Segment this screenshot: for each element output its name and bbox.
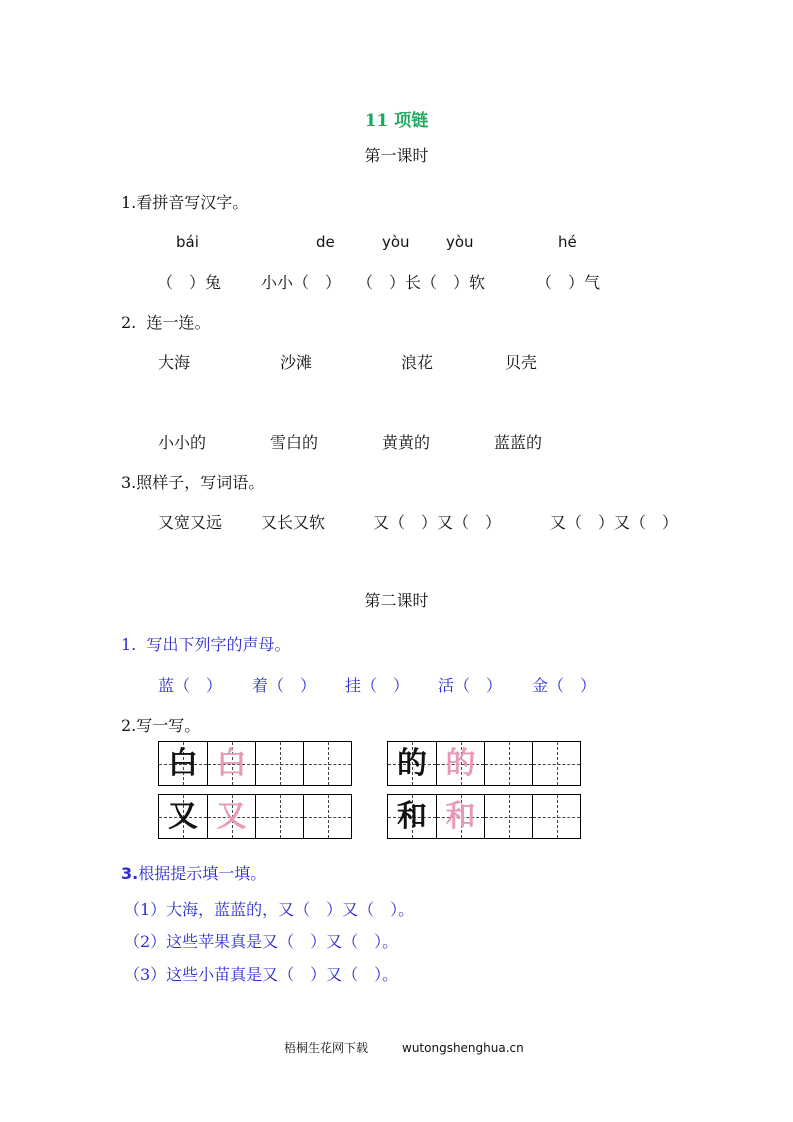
- page-title: 11 项链: [364, 111, 429, 131]
- example-word-1: 又宽又远: [158, 513, 223, 532]
- fill-sentence-3: （3）这些小苗真是又（ ）又（ ）。: [124, 965, 399, 984]
- match-bottom-2: 雪白的: [270, 433, 319, 452]
- footer-url[interactable]: wutongshenghua.cn: [402, 1041, 524, 1055]
- l2-q3-prompt-line: [121, 866, 266, 882]
- model-char: 又: [168, 798, 198, 834]
- match-bottom-4: 蓝蓝的: [494, 433, 543, 452]
- model-char: 和: [397, 798, 427, 834]
- writing-grid-bai: [158, 741, 352, 786]
- q1-prompt: 1.看拼音写汉字。: [121, 193, 249, 212]
- pinyin-4: yòu: [446, 233, 474, 251]
- match-top-2: 沙滩: [280, 353, 313, 372]
- match-top-3: 浪花: [401, 353, 434, 372]
- initial-item-1: 蓝（ ）: [158, 676, 223, 695]
- match-bottom-3: 黄黄的: [382, 433, 431, 452]
- q3-prompt: 3.照样子，写词语。: [121, 473, 265, 492]
- trace-char: 和: [445, 798, 476, 834]
- initial-item-4: 活（ ）: [438, 676, 503, 695]
- grid-cell[interactable]: [303, 795, 351, 838]
- grid-cell[interactable]: [532, 742, 580, 785]
- match-top-4: 贝壳: [505, 353, 538, 372]
- pinyin-1: bái: [176, 233, 199, 251]
- lesson-1-heading: 第一课时: [364, 146, 429, 165]
- fill-word-2: 又（ ）又（ ）: [550, 513, 679, 532]
- grid-cell: [207, 795, 255, 838]
- l2-q2-prompt: 2.写一写。: [121, 716, 201, 735]
- model-char: 的: [397, 745, 427, 781]
- grid-cell[interactable]: [255, 742, 303, 785]
- l2-q3-number: 3.: [121, 864, 139, 883]
- grid-cell[interactable]: [532, 795, 580, 838]
- model-char: 白: [168, 745, 198, 781]
- blank-word-4: （ ）气: [536, 273, 601, 292]
- pinyin-2: de: [316, 233, 335, 251]
- grid-cell: [159, 742, 207, 785]
- trace-char: 的: [445, 745, 476, 781]
- example-word-2: 又长又软: [261, 513, 326, 532]
- trace-char: 又: [216, 798, 247, 834]
- l2-q1-prompt: 1. 写出下列字的声母。: [121, 635, 291, 654]
- grid-cell: [388, 795, 436, 838]
- fill-word-1: 又（ ）又（ ）: [373, 513, 502, 532]
- q2-prompt: 2. 连一连。: [121, 313, 211, 332]
- grid-cell[interactable]: [255, 795, 303, 838]
- writing-grid-de: [387, 741, 581, 786]
- grid-cell[interactable]: [484, 795, 532, 838]
- writing-grid-he: [387, 794, 581, 839]
- blank-word-1: （ ）兔: [157, 273, 222, 292]
- blank-word-3: （ ）长（ ）软: [357, 273, 486, 292]
- initial-item-2: 着（ ）: [252, 676, 317, 695]
- match-top-1: 大海: [158, 353, 191, 372]
- l2-q3-prompt: 根据提示填一填。: [138, 864, 267, 883]
- blank-word-2: 小小（ ）: [261, 273, 342, 292]
- writing-grid-you: [158, 794, 352, 839]
- footer-site-name: 梧桐生花网下载: [284, 1041, 369, 1055]
- grid-cell: [159, 795, 207, 838]
- initial-item-3: 挂（ ）: [345, 676, 410, 695]
- pinyin-3: yòu: [382, 233, 410, 251]
- grid-cell: [388, 742, 436, 785]
- trace-char: 白: [216, 745, 247, 781]
- match-bottom-1: 小小的: [158, 433, 207, 452]
- lesson-2-heading: 第二课时: [364, 591, 429, 610]
- fill-sentence-1: （1）大海，蓝蓝的，又（ ）又（ ）。: [124, 900, 415, 919]
- grid-cell: [436, 795, 484, 838]
- grid-cell[interactable]: [484, 742, 532, 785]
- grid-cell: [436, 742, 484, 785]
- pinyin-5: hé: [558, 233, 577, 251]
- initial-item-5: 金（ ）: [532, 676, 597, 695]
- fill-sentence-2: （2）这些苹果真是又（ ）又（ ）。: [124, 932, 399, 951]
- grid-cell: [207, 742, 255, 785]
- grid-cell[interactable]: [303, 742, 351, 785]
